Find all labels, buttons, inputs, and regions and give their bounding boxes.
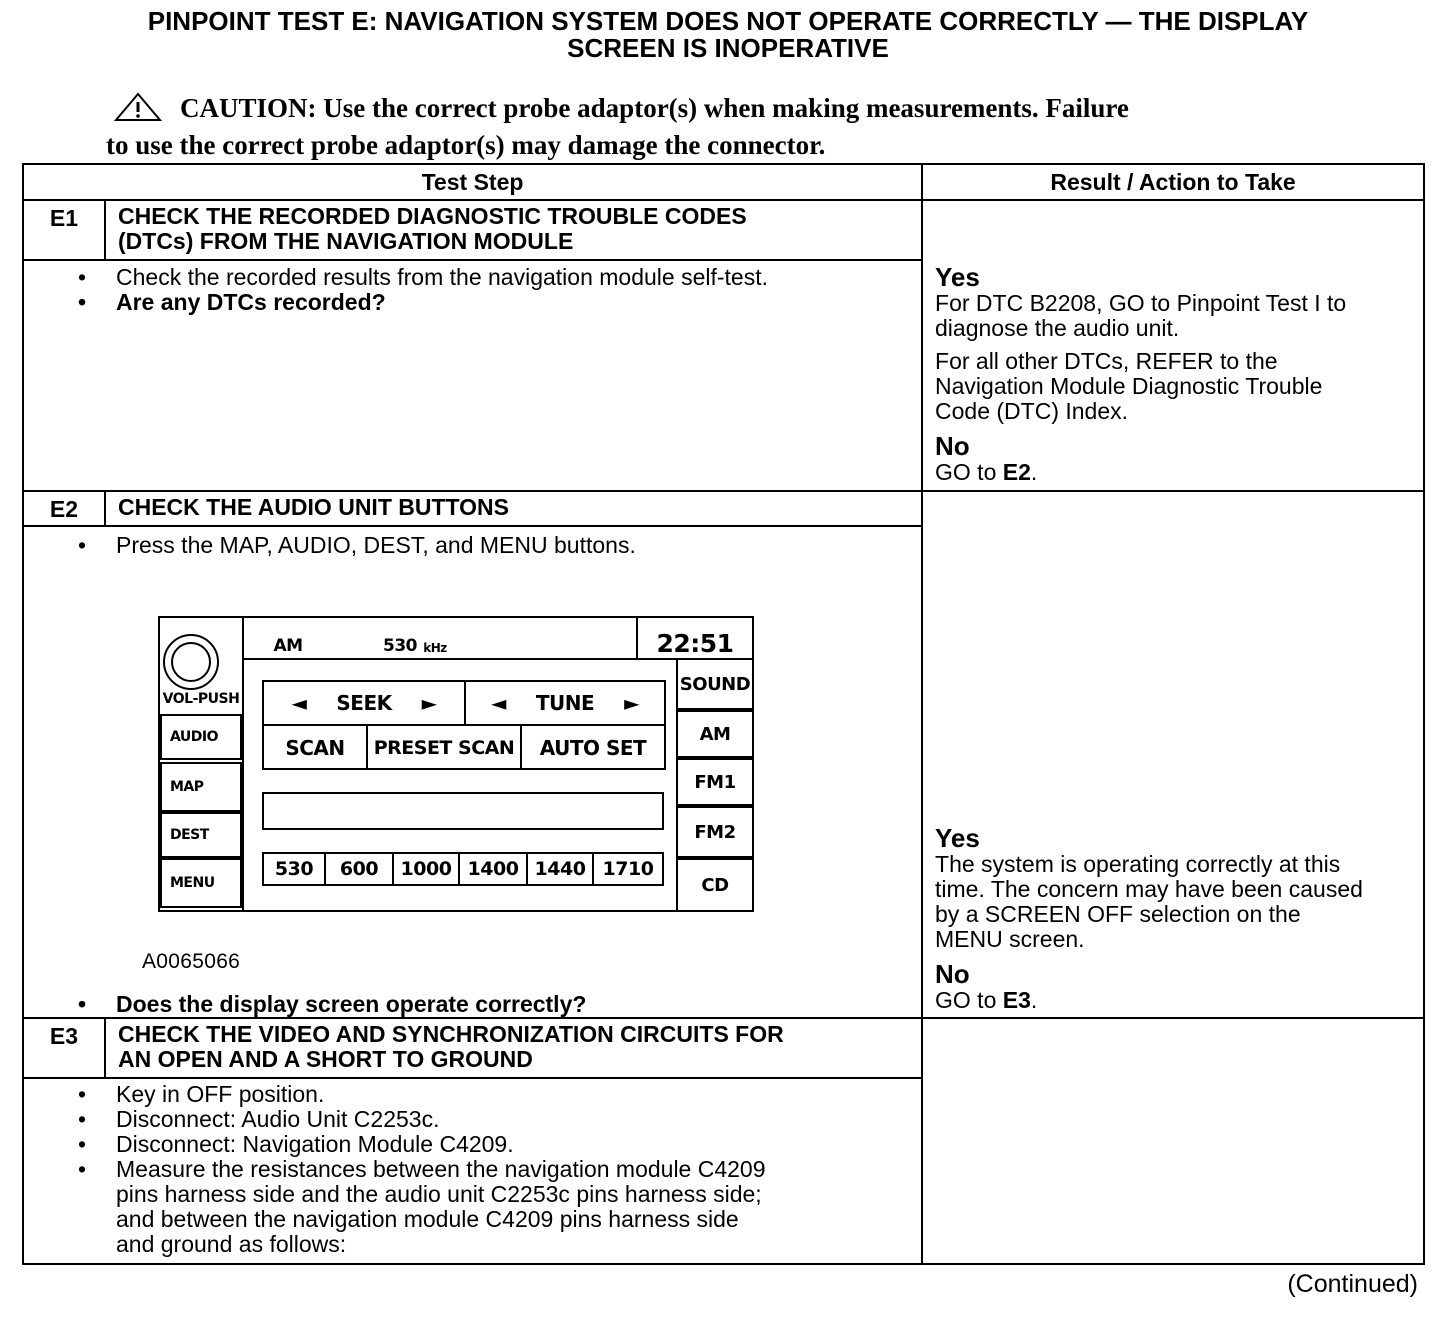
e3-bullet-3: • Disconnect: Navigation Module C4209. xyxy=(116,1132,921,1157)
preset-button-2[interactable]: 600 xyxy=(326,854,394,884)
step-e2-title: CHECK THE AUDIO UNIT BUTTONS xyxy=(105,491,922,526)
pinpoint-test-table xyxy=(22,163,1425,1265)
e3-bullet-4-line-4: and ground as follows: xyxy=(116,1231,347,1257)
preset-button-5[interactable]: 1440 xyxy=(528,854,594,884)
step-e1-result xyxy=(922,200,1424,491)
tune-left-arrow-icon[interactable]: ◄ xyxy=(490,691,506,715)
e2-no-label: No xyxy=(935,959,970,989)
step-e2-result xyxy=(922,491,1424,1018)
e2-yes-line-1: The system is operating correctly at this xyxy=(935,851,1341,877)
e2-yes-label: Yes xyxy=(935,823,980,853)
scan-button[interactable]: SCAN xyxy=(285,736,345,760)
e1-no-target: E2 xyxy=(1002,459,1031,485)
tune-right-arrow-icon[interactable]: ► xyxy=(624,691,640,715)
e3-bullet-4-line-2: pins harness side and the audio unit C2253c pins harness side; xyxy=(116,1181,762,1207)
step-e3-result xyxy=(922,1018,1424,1264)
continued-label: (Continued) xyxy=(1287,1270,1418,1298)
frequency-value: 530 xyxy=(383,636,417,656)
caution-note xyxy=(106,92,1346,161)
e1-no-label: No xyxy=(935,431,970,461)
auto-set-button[interactable]: AUTO SET xyxy=(539,736,647,760)
band-label: AM xyxy=(273,636,303,656)
map-button[interactable]: MAP xyxy=(160,762,242,812)
fm2-button[interactable]: FM2 xyxy=(676,806,754,858)
step-e1-id: E1 xyxy=(23,200,105,260)
preset-button-3[interactable]: 1000 xyxy=(394,854,460,884)
e1-no-text: GO to E2. xyxy=(935,459,1038,485)
audio-unit-figure xyxy=(158,616,754,912)
e1-yes-text-2c: Code (DTC) Index. xyxy=(935,398,1129,424)
step-e1-title xyxy=(105,200,922,260)
seek-right-arrow-icon[interactable]: ► xyxy=(421,691,437,715)
title-line-2: SCREEN IS INOPERATIVE xyxy=(567,33,889,63)
e1-yes-label: Yes xyxy=(935,262,980,292)
e3-bullet-1: • Key in OFF position. xyxy=(116,1082,921,1107)
header-result-action: Result / Action to Take xyxy=(922,164,1424,200)
e2-yes-line-2: time. The concern may have been caused xyxy=(935,876,1363,902)
e1-yes-text-2a: For all other DTCs, REFER to the xyxy=(935,348,1278,374)
step-e1-title-line-2: (DTCs) FROM THE NAVIGATION MODULE xyxy=(118,228,574,254)
step-e3-body xyxy=(23,1078,922,1264)
preset-scan-button[interactable]: PRESET SCAN xyxy=(373,737,515,759)
clock-display: 22:51 xyxy=(656,628,734,658)
e1-yes-text-2b: Navigation Module Diagnostic Trouble xyxy=(935,373,1323,399)
figure-caption-id: A0065066 xyxy=(142,950,241,973)
step-e3-title-line-2: AN OPEN AND A SHORT TO GROUND xyxy=(118,1046,533,1072)
e3-bullet-4-line-3: and between the navigation module C4209 pins harness side xyxy=(116,1206,739,1232)
seek-label: SEEK xyxy=(336,691,392,715)
e2-bullet-1: • Press the MAP, AUDIO, DEST, and MENU buttons. xyxy=(116,533,921,558)
frequency-unit: kHz xyxy=(423,641,447,655)
info-display-box xyxy=(262,792,664,830)
am-button[interactable]: AM xyxy=(676,710,754,758)
e2-no-target: E3 xyxy=(1002,987,1031,1013)
volume-knob[interactable] xyxy=(163,634,219,690)
e2-yes-line-3: by a SCREEN OFF selection on the xyxy=(935,901,1301,927)
e3-bullet-4 xyxy=(116,1157,921,1257)
preset-button-4[interactable]: 1400 xyxy=(460,854,528,884)
step-e3-title-line-1: CHECK THE VIDEO AND SYNCHRONIZATION CIRCUITS FOR xyxy=(118,1021,784,1047)
e1-yes-text-1b: diagnose the audio unit. xyxy=(935,315,1180,341)
e3-bullet-4-line-1: • Measure the resistances between the navigation module C4209 xyxy=(116,1156,766,1182)
header-test-step: Test Step xyxy=(23,164,922,200)
page-title xyxy=(0,8,1456,62)
step-e2-body xyxy=(23,526,922,1018)
seek-control[interactable] xyxy=(264,682,464,724)
audio-button[interactable]: AUDIO xyxy=(160,714,242,760)
vol-push-label: VOL-PUSH xyxy=(162,691,240,707)
step-e1-body xyxy=(23,260,922,491)
caution-line-1: CAUTION: Use the correct probe adaptor(s) when making measurements. Failure xyxy=(180,93,1129,123)
tune-label: TUNE xyxy=(535,691,595,715)
caution-line-2: to use the correct probe adaptor(s) may damage the connector. xyxy=(106,130,826,160)
title-line-1: PINPOINT TEST E: NAVIGATION SYSTEM DOES NOT OPERATE CORRECTLY — THE DISPLAY xyxy=(147,6,1309,36)
step-e3-id: E3 xyxy=(23,1018,105,1078)
preset-button-6[interactable]: 1710 xyxy=(602,858,654,880)
e2-bullet-2: • Does the display screen operate correctly? xyxy=(116,992,921,1017)
sound-button[interactable]: SOUND xyxy=(676,658,754,710)
e2-no-text: GO to E3. xyxy=(935,987,1038,1013)
preset-button-1[interactable]: 530 xyxy=(264,854,326,884)
e3-bullet-2: • Disconnect: Audio Unit C2253c. xyxy=(116,1107,921,1132)
e2-yes-line-4: MENU screen. xyxy=(935,926,1085,952)
step-e3-title xyxy=(105,1018,922,1078)
step-e1-title-line-1: CHECK THE RECORDED DIAGNOSTIC TROUBLE CODES xyxy=(118,203,747,229)
tune-control[interactable] xyxy=(466,682,664,724)
e1-bullet-1: • Check the recorded results from the navigation module self-test. xyxy=(116,265,921,290)
menu-button[interactable]: MENU xyxy=(160,858,242,908)
cd-button[interactable]: CD xyxy=(676,858,754,912)
e1-yes-text-1a: For DTC B2208, GO to Pinpoint Test I to xyxy=(935,290,1347,316)
seek-left-arrow-icon[interactable]: ◄ xyxy=(291,691,307,715)
e1-bullet-2: • Are any DTCs recorded? xyxy=(116,290,921,315)
fm1-button[interactable]: FM1 xyxy=(676,758,754,806)
warning-triangle-icon xyxy=(114,92,162,129)
dest-button[interactable]: DEST xyxy=(160,812,242,858)
step-e2-id: E2 xyxy=(23,491,105,526)
